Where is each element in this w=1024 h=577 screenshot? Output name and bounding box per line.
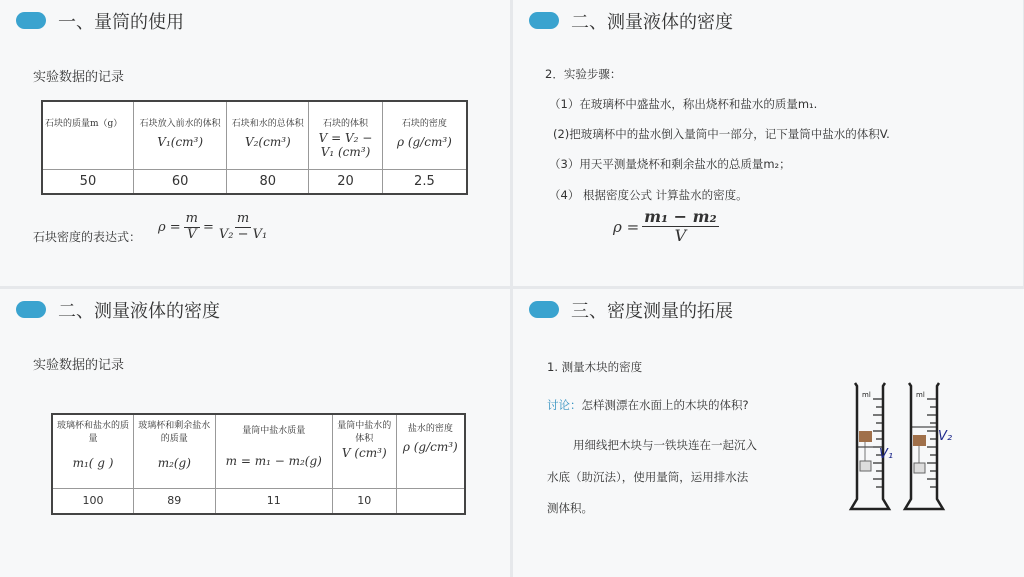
value-brine-volume: 10 xyxy=(332,488,396,514)
cylinder-2-unit: ml xyxy=(916,391,925,399)
panel-title: 二、测量液体的密度 xyxy=(571,12,733,33)
value-brine-mass: 11 xyxy=(215,488,332,514)
value-stone-density: 2.5 xyxy=(382,169,467,194)
liquid-density-formula: ρ = $\frac{\text{m₁ − m₂}}{V}$ xyxy=(613,207,717,246)
section-pill-icon xyxy=(16,301,46,318)
value-water-volume-before: 60 xyxy=(133,169,227,194)
panel-graduated-cylinder-use xyxy=(0,0,510,286)
header-stone-density: 石块的密度 ρ (g/cm³) xyxy=(382,101,467,169)
cylinder-1-icon xyxy=(851,383,889,509)
stone-density-formula: ρ = $\frac{m}{V}$ = $\frac{m}{\text{V₂ − V₁}}$ xyxy=(158,211,268,242)
value-cup-brine-mass: 100 xyxy=(52,488,134,514)
section-pill-icon xyxy=(529,12,559,29)
section-pill-icon xyxy=(16,12,46,29)
body-line-2: 水底（助沉法），使用量筒，运用排水法 xyxy=(547,470,749,484)
cylinder-2-icon xyxy=(905,383,943,509)
panel-density-extension xyxy=(513,289,1024,577)
header-cup-brine-mass: 玻璃杯和盐水的质量 m₁( g ) xyxy=(52,414,134,488)
panel-liquid-density-steps xyxy=(513,0,1023,286)
step-4: （4） 根据密度公式 计算盐水的密度。 xyxy=(549,188,748,202)
body-line-1: 用细线把木块与一铁块连在一起沉入 xyxy=(573,438,757,452)
label-v1: V₁ xyxy=(879,447,894,462)
stone-data-table xyxy=(41,100,468,195)
header-water-volume-before: 石块放入前水的体积 V₁(cm³) xyxy=(133,101,227,169)
liquid-data-table xyxy=(51,413,466,515)
graduated-cylinders-diagram xyxy=(843,377,963,517)
discussion-line xyxy=(547,397,749,413)
body-line-3: 测体积。 xyxy=(547,501,593,515)
header-remaining-mass: 玻璃杯和剩余盐水的质量 m₂(g) xyxy=(134,414,216,488)
value-total-volume: 80 xyxy=(227,169,309,194)
header-total-volume: 石块和水的总体积 V₂(cm³) xyxy=(227,101,309,169)
cylinder-1-unit: ml xyxy=(862,391,871,399)
value-brine-density xyxy=(396,488,465,514)
header-stone-volume: 石块的体积 V = V₂ − V₁ (cm³) xyxy=(309,101,383,169)
section-pill-icon xyxy=(529,301,559,318)
panel-title: 二、测量液体的密度 xyxy=(58,301,220,322)
subtitle: 实验数据的记录 xyxy=(33,70,125,85)
panel-title: 三、密度测量的拓展 xyxy=(571,301,733,322)
header-brine-mass: 量筒中盐水质量 m = m₁ − m₂(g) xyxy=(215,414,332,488)
step-heading: 2．实验步骤： xyxy=(545,67,622,81)
step-3: （3）用天平测量烧杯和剩余盐水的总质量m₂； xyxy=(549,157,791,171)
formula-label: 石块密度的表达式： xyxy=(33,230,142,244)
panel-liquid-density-data xyxy=(0,289,510,577)
header-brine-volume: 量筒中盐水的体积 V (cm³) xyxy=(332,414,396,488)
subtitle: 实验数据的记录 xyxy=(33,358,125,373)
step-1: （1）在玻璃杯中盛盐水，称出烧杯和盐水的质量m₁. xyxy=(549,97,818,111)
discussion-label: 讨论： xyxy=(547,398,582,412)
value-stone-volume: 20 xyxy=(309,169,383,194)
item-wood-density: 1. 测量木块的密度 xyxy=(547,360,643,374)
header-stone-mass: 石块的质量m（g） xyxy=(42,101,133,169)
value-remaining-mass: 89 xyxy=(134,488,216,514)
step-2: (2)把玻璃杯中的盐水倒入量筒中一部分，记下量筒中盐水的体积V. xyxy=(553,127,890,141)
discussion-text: 怎样测漂在水面上的木块的体积? xyxy=(581,398,749,412)
panel-title: 一、量筒的使用 xyxy=(58,12,184,33)
value-stone-mass: 50 xyxy=(42,169,133,194)
header-brine-density: 盐水的密度 ρ (g/cm³) xyxy=(396,414,465,488)
label-v2: V₂ xyxy=(938,429,953,444)
